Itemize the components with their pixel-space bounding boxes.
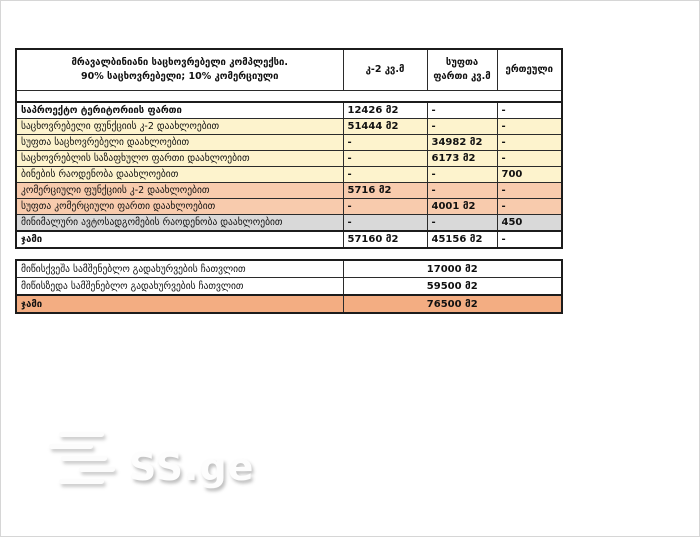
construction-coverage-table	[15, 259, 563, 314]
k2-value-cell: -	[343, 167, 427, 183]
table-row	[16, 278, 562, 296]
logo-bar-icon	[79, 467, 115, 472]
table-row	[16, 260, 562, 278]
areas-summary-table	[15, 48, 563, 249]
k2-value-cell: 12426 მ2	[343, 102, 427, 119]
k2-value-cell: -	[343, 199, 427, 215]
row-value-cell: 17000 მ2	[343, 260, 562, 278]
unit-cell: 450	[497, 215, 562, 232]
net-area-cell: -	[427, 167, 497, 183]
table-row	[16, 119, 562, 135]
unit-cell: -	[497, 135, 562, 151]
row-label-cell: საცხოვრებლის საზაფხულო ფართი დაახლოებით	[16, 151, 343, 167]
row-label-cell: საპროექტო ტერიტორიის ფართი	[16, 102, 343, 119]
logo-bar-icon	[59, 479, 104, 484]
total-row	[16, 231, 562, 248]
row-label-cell: მიწისზედა სამშენებლო გადახურვების ჩათვლით	[16, 278, 343, 296]
k2-value-cell: 5716 მ2	[343, 183, 427, 199]
row-label-cell: საცხოვრებელი ფუნქციის კ-2 დაახლოებით	[16, 119, 343, 135]
k2-value-cell: -	[343, 215, 427, 232]
row-label-cell: სუფთა კომერციული ფართი დაახლოებით	[16, 199, 343, 215]
logo-bar-icon	[61, 456, 107, 461]
net-area-cell: 4001 მ2	[427, 199, 497, 215]
table-row	[16, 167, 562, 183]
net-area-cell: 45156 მ2	[427, 231, 497, 248]
k2-value-cell: 57160 მ2	[343, 231, 427, 248]
ssge-watermark-text: SS.ge	[129, 445, 255, 489]
table-row	[16, 102, 562, 119]
table-row	[16, 151, 562, 167]
unit-cell: -	[497, 119, 562, 135]
k2-value-cell: -	[343, 135, 427, 151]
net-area-cell: -	[427, 119, 497, 135]
table-row	[16, 135, 562, 151]
row-label-cell: სუფთა საცხოვრებელი დაახლოებით	[16, 135, 343, 151]
total-row	[16, 295, 562, 313]
row-label-cell: მიწისქვეშა სამშენებლო გადახურვების ჩათვლით	[16, 260, 343, 278]
net-area-cell: -	[427, 215, 497, 232]
row-value-cell: 76500 მ2	[343, 295, 562, 313]
unit-cell: -	[497, 151, 562, 167]
row-value-cell: 59500 მ2	[343, 278, 562, 296]
column-header-unit: ერთეული	[497, 49, 562, 91]
table-title-cell	[16, 49, 343, 91]
table-row	[16, 199, 562, 215]
row-label-cell: მინიმალური ავტოსადგომების რაოდენობა დაახლოებით	[16, 215, 343, 232]
row-label-cell: ჯამი	[16, 295, 343, 313]
logo-bar-icon	[49, 444, 93, 449]
table-title-line1: მრავალბინიანი საცხოვრებელი კომპლექსი.	[71, 57, 289, 69]
net-area-cell: 6173 მ2	[427, 151, 497, 167]
unit-cell: -	[497, 231, 562, 248]
table-row	[16, 183, 562, 199]
unit-cell: -	[497, 102, 562, 119]
net-area-cell: -	[427, 183, 497, 199]
table-header-row	[16, 49, 562, 91]
logo-bar-icon	[59, 432, 104, 437]
net-area-cell: 34982 მ2	[427, 135, 497, 151]
unit-cell: -	[497, 199, 562, 215]
row-label-cell: ბინების რაოდენობა დაახლოებით	[16, 167, 343, 183]
table-title-line2: 90% საცხოვრებელი; 10% კომერციული	[81, 71, 279, 82]
row-label-cell: ჯამი	[16, 231, 343, 248]
k2-value-cell: 51444 მ2	[343, 119, 427, 135]
net-area-cell: -	[427, 102, 497, 119]
column-header-k2: კ-2 კვ.მ	[343, 49, 427, 91]
k2-value-cell: -	[343, 151, 427, 167]
unit-cell: 700	[497, 167, 562, 183]
column-header-net-area: სუფთა ფართი კვ.მ	[427, 49, 497, 91]
spacer-row	[16, 91, 562, 103]
table-row	[16, 215, 562, 232]
row-label-cell: კომერციული ფუნქციის კ-2 დაახლოებით	[16, 183, 343, 199]
unit-cell: -	[497, 183, 562, 199]
